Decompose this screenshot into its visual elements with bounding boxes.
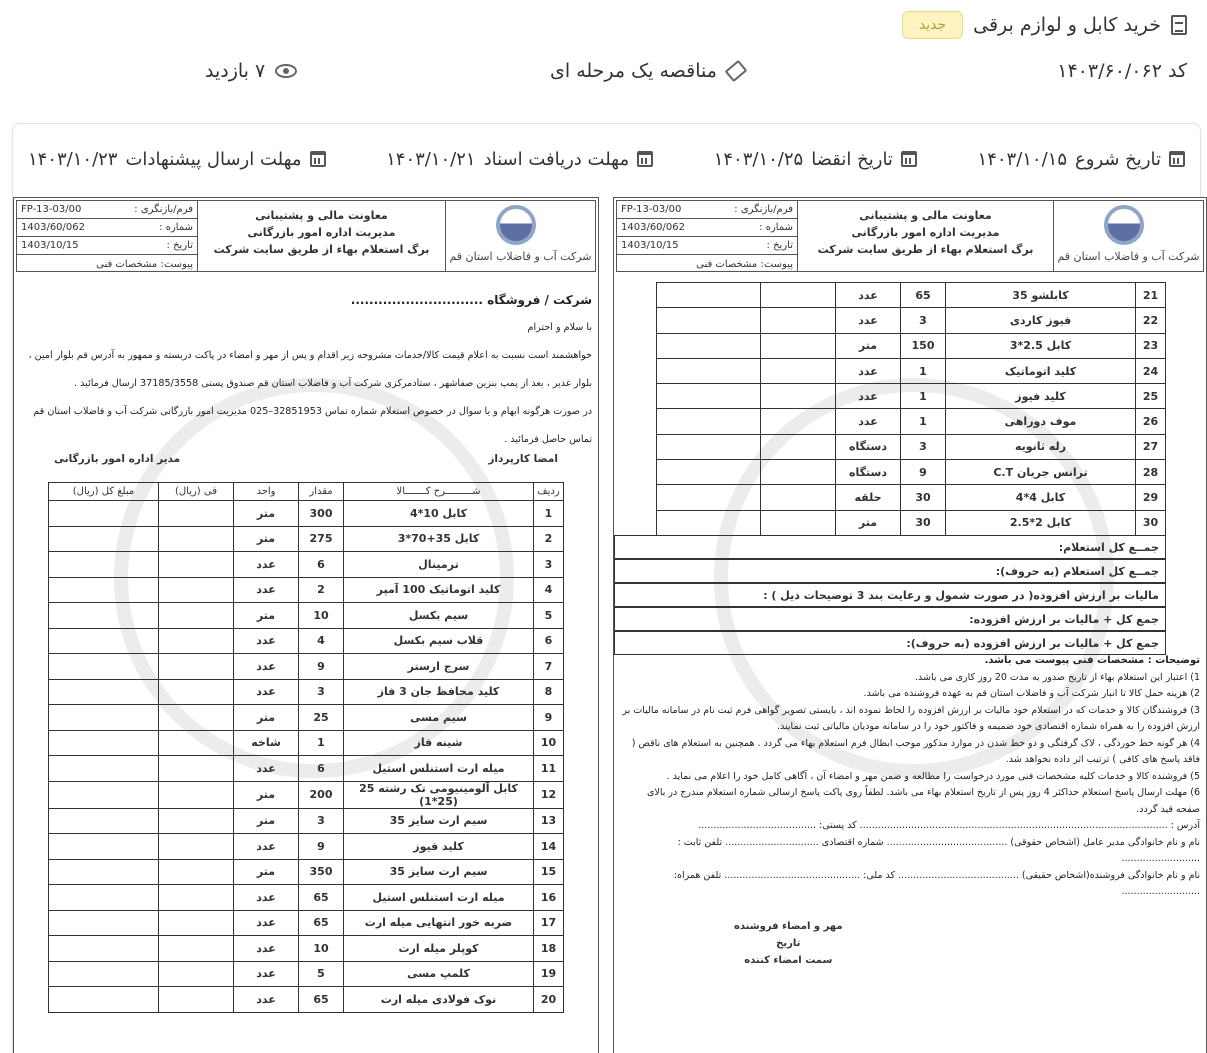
item-unit: عدد	[234, 654, 299, 680]
item-name: کابلشو 35	[946, 283, 1136, 308]
date-start: تاریخ شروع ۱۴۰۳/۱۰/۱۵	[978, 139, 1185, 179]
item-unit: عدد	[836, 409, 901, 434]
item-price	[159, 577, 234, 603]
new-badge: جدید	[902, 11, 963, 39]
item-qty: 2	[299, 577, 344, 603]
item-price	[159, 654, 234, 680]
company-logo: شرکت آب و فاضلاب استان قم	[445, 201, 595, 271]
item-price	[159, 808, 234, 834]
item-unit: عدد	[234, 885, 299, 911]
item-price	[761, 384, 836, 409]
page-title: خرید کابل و لوازم برقی	[973, 14, 1161, 36]
item-name: کلمپ مسی	[344, 961, 534, 987]
item-total	[657, 434, 761, 459]
column-header: مقدار	[299, 483, 344, 501]
item-total	[657, 308, 761, 333]
item-qty: 300	[299, 501, 344, 527]
row-number: 30	[1136, 510, 1166, 535]
table-row	[49, 756, 564, 782]
item-name: شینه فاز	[344, 730, 534, 756]
item-unit: عدد	[234, 834, 299, 860]
item-unit: عدد	[234, 628, 299, 654]
item-price	[761, 510, 836, 535]
item-price	[159, 526, 234, 552]
table-row	[49, 628, 564, 654]
table-row	[657, 510, 1166, 535]
item-qty: 1	[299, 730, 344, 756]
item-qty: 4	[299, 628, 344, 654]
item-total	[657, 510, 761, 535]
item-price	[159, 501, 234, 527]
row-number: 28	[1136, 460, 1166, 485]
item-qty: 1	[901, 384, 946, 409]
item-qty: 350	[299, 859, 344, 885]
row-number: 13	[534, 808, 564, 834]
item-qty: 9	[299, 654, 344, 680]
item-name: نوک فولادی میله ارت	[344, 987, 534, 1013]
item-price	[159, 961, 234, 987]
item-total	[49, 756, 159, 782]
row-number: 3	[534, 552, 564, 578]
column-header: مبلغ کل (ریال)	[49, 483, 159, 501]
item-qty: 1	[901, 358, 946, 383]
item-price	[159, 987, 234, 1013]
item-total	[657, 384, 761, 409]
item-unit: متر	[234, 705, 299, 731]
item-qty: 9	[299, 834, 344, 860]
item-name: ترانس جریان C.T	[946, 460, 1136, 485]
item-unit: عدد	[836, 308, 901, 333]
table-row	[49, 654, 564, 680]
seller-signature: مهر و امضاء فروشنده تاریخ سمت امضاء کننده	[734, 921, 843, 966]
row-number: 27	[1136, 434, 1166, 459]
table-row	[657, 485, 1166, 510]
item-price	[159, 910, 234, 936]
item-total	[49, 679, 159, 705]
item-total	[49, 603, 159, 629]
item-unit: عدد	[234, 552, 299, 578]
table-row	[657, 283, 1166, 308]
table-row	[49, 730, 564, 756]
row-number: 19	[534, 961, 564, 987]
item-qty: 30	[901, 485, 946, 510]
row-number: 2	[534, 526, 564, 552]
table-row	[49, 781, 564, 808]
item-qty: 65	[901, 283, 946, 308]
item-name: میله ارت استنلس استیل	[344, 885, 534, 911]
item-total	[49, 654, 159, 680]
item-qty: 3	[901, 434, 946, 459]
row-number: 11	[534, 756, 564, 782]
row-number: 16	[534, 885, 564, 911]
company-logo: شرکت آب و فاضلاب استان قم	[1053, 201, 1203, 271]
item-qty: 3	[299, 679, 344, 705]
item-unit: عدد	[836, 358, 901, 383]
row-number: 1	[534, 501, 564, 527]
row-number: 29	[1136, 485, 1166, 510]
item-name: کابل 10*4	[344, 501, 534, 527]
item-total	[49, 987, 159, 1013]
item-qty: 6	[299, 756, 344, 782]
eye-icon	[275, 64, 297, 78]
document-page-1[interactable]	[13, 197, 599, 1053]
item-total	[49, 936, 159, 962]
item-qty: 10	[299, 936, 344, 962]
table-row	[657, 358, 1166, 383]
item-total	[49, 552, 159, 578]
table-row	[657, 434, 1166, 459]
item-price	[159, 552, 234, 578]
item-unit: دستگاه	[836, 434, 901, 459]
row-number: 26	[1136, 409, 1166, 434]
item-qty: 275	[299, 526, 344, 552]
item-name: کابل 4*4	[946, 485, 1136, 510]
table-row	[49, 834, 564, 860]
item-name: کلید فیوز	[344, 834, 534, 860]
item-name: ترمینال	[344, 552, 534, 578]
item-total	[49, 859, 159, 885]
item-unit: متر	[234, 603, 299, 629]
table-row	[657, 308, 1166, 333]
item-total	[49, 781, 159, 808]
item-name: کابل آلومینیومی تک رشته 25 (25*1)	[344, 781, 534, 808]
item-name: ضربه خور انتهایی میله ارت	[344, 910, 534, 936]
dates-row	[13, 139, 1200, 179]
item-qty: 9	[901, 460, 946, 485]
row-number: 20	[534, 987, 564, 1013]
item-total	[49, 808, 159, 834]
item-unit: متر	[234, 808, 299, 834]
item-unit: متر	[234, 859, 299, 885]
row-number: 24	[1136, 358, 1166, 383]
table-row	[49, 885, 564, 911]
item-price	[761, 485, 836, 510]
item-name: میله ارت استنلس استیل	[344, 756, 534, 782]
item-unit: دستگاه	[836, 460, 901, 485]
date-expire: تاریخ انقضا ۱۴۰۳/۱۰/۲۵	[714, 139, 917, 179]
row-number: 18	[534, 936, 564, 962]
item-price	[159, 885, 234, 911]
view-count: ۷ بازدید	[205, 60, 297, 82]
calendar-icon	[901, 151, 917, 167]
item-price	[761, 308, 836, 333]
total-row: جمع کل + مالیات بر ارزش افزوده (به حروف):	[614, 631, 1166, 655]
row-number: 9	[534, 705, 564, 731]
calendar-icon	[637, 151, 653, 167]
item-name: کلید اتوماتیک	[946, 358, 1136, 383]
item-qty: 1	[901, 409, 946, 434]
table-row	[49, 577, 564, 603]
item-unit: متر	[836, 333, 901, 358]
item-unit: حلقه	[836, 485, 901, 510]
item-price	[159, 936, 234, 962]
item-name: موف دوراهی	[946, 409, 1136, 434]
item-unit: عدد	[234, 577, 299, 603]
item-unit: عدد	[234, 679, 299, 705]
table-row	[49, 987, 564, 1013]
row-number: 15	[534, 859, 564, 885]
item-qty: 65	[299, 885, 344, 911]
document-icon	[1171, 15, 1187, 35]
item-unit: عدد	[234, 910, 299, 936]
document-page-2[interactable]	[613, 197, 1207, 1053]
table-row	[49, 936, 564, 962]
item-unit: عدد	[234, 987, 299, 1013]
doc-header: شرکت آب و فاضلاب استان قم معاونت مالی و پشتیبانی مدیریت اداره امور بازرگانی برگ استعلام بهاء از طریق سایت شرکت فرم/بازنگری : FP-13-03/00 شماره : 1403/60/062 تاریخ : 1403/10/15 پیوست: مشخصات فنی	[16, 200, 596, 272]
item-name: سیم بکسل	[344, 603, 534, 629]
item-name: کلید اتوماتیک 100 آمپر	[344, 577, 534, 603]
title-row	[902, 10, 1187, 40]
row-number: 17	[534, 910, 564, 936]
item-price	[159, 705, 234, 731]
item-unit: عدد	[234, 961, 299, 987]
total-row: جمــع کل استعلام (به حروف):	[614, 559, 1166, 583]
row-number: 25	[1136, 384, 1166, 409]
item-unit: عدد	[234, 936, 299, 962]
item-price	[159, 834, 234, 860]
table-row	[657, 460, 1166, 485]
items-table-1	[48, 482, 564, 1013]
total-row: جمع کل + مالیات بر ارزش افزوده:	[614, 607, 1166, 631]
table-row	[49, 910, 564, 936]
notes: توضیحات : مشخصات فنی پیوست می باشد. 1) اعتبار این استعلام بهاء از تاریخ صدور به مدت 20 روز کاری می باشد. 2) هزینه حمل کالا تا انبار شرکت آب و فاضلاب استان قم به عهده فروشنده می باشد. 3) فروشندگان کالا و خدمات که در استعلام خود مالیات بر ارزش افزوده را لحاظ نموده اند ، بایستی تصویر گواهی فرم ثبت نام در سامانه مالیات بر ارزش افزوده را به همراه شماره اقتصادی خود ضمیمه و فاکتور خود را در سامانه مودیان مالیاتی ثبت نمایند. 4) هر گونه خط خوردگی ، لاک گرفتگی و دو خط شدن در موارد مذکور موجب ابطال فرم استعلام بهاء می گردد . همچنین به استعلام های ناقص ( فاقد پاسخ های کافی ) ترتیب اثر داده نخواهد شد. 5) فروشنده کالا و خدمات کلیه مشخصات فنی مورد درخواست را مطالعه و ضمن مهر و امضاء آن ، آگاهی کامل خود را اعلام می نماید . 6) مهلت ارسال پاسخ استعلام حداکثر 4 روز پس از تاریخ استعلام بهاء می باشد. لطفاً روی پاکت پاسخ ارسالی شماره استعلام مندرج در بالای صفحه قید گردد. آدرس : ...................................................................................................... کد پستی: ....................................... نام و نام خانوادگی مدیر عامل (اشخاص حقوقی) ........................................ شماره اقتصادی ............................... تلفن ثابت : .......................... نام و نام خانوادگی فروشنده(اشخاص حقیقی) ........................................ کد ملی: ............................................. تلفن همراه: ..........................	[622, 655, 1200, 897]
table-row	[49, 526, 564, 552]
row-number: 23	[1136, 333, 1166, 358]
table-row	[49, 552, 564, 578]
item-unit: متر	[836, 510, 901, 535]
table-row	[49, 679, 564, 705]
table-row	[657, 409, 1166, 434]
item-unit: عدد	[836, 384, 901, 409]
item-total	[49, 730, 159, 756]
item-qty: 6	[299, 552, 344, 578]
column-header: شـــــــــرح کـــــــالا	[344, 483, 534, 501]
items-table-2	[656, 282, 1166, 536]
doc-header: شرکت آب و فاضلاب استان قم معاونت مالی و پشتیبانی مدیریت اداره امور بازرگانی برگ استعلام بهاء از طریق سایت شرکت فرم/بازنگری : FP-13-03/00 شماره : 1403/60/062 تاریخ : 1403/10/15 پیوست: مشخصات فنی	[616, 200, 1204, 272]
table-row	[49, 501, 564, 527]
item-qty: 25	[299, 705, 344, 731]
item-unit: عدد	[836, 283, 901, 308]
calendar-icon	[310, 151, 326, 167]
table-row	[49, 808, 564, 834]
date-docs: مهلت دریافت اسناد ۱۴۰۳/۱۰/۲۱	[386, 139, 653, 179]
signature-labels: امضا کارپرداز مدیر اداره امور بازرگانی	[54, 453, 558, 465]
row-number: 7	[534, 654, 564, 680]
row-number: 14	[534, 834, 564, 860]
item-total	[49, 834, 159, 860]
item-qty: 3	[299, 808, 344, 834]
item-price	[159, 781, 234, 808]
row-number: 6	[534, 628, 564, 654]
item-unit: شاخه	[234, 730, 299, 756]
item-unit: متر	[234, 501, 299, 527]
table-row	[49, 859, 564, 885]
total-row: جمــع کل استعلام:	[614, 535, 1166, 559]
table-row	[49, 961, 564, 987]
date-offers: مهلت ارسال پیشنهادات ۱۴۰۳/۱۰/۲۳	[28, 139, 326, 179]
row-number: 12	[534, 781, 564, 808]
item-unit: عدد	[234, 756, 299, 782]
item-price	[159, 603, 234, 629]
doc-meta: فرم/بازنگری : FP-13-03/00 شماره : 1403/60/062 تاریخ : 1403/10/15 پیوست: مشخصات فنی	[17, 201, 197, 271]
item-total	[657, 460, 761, 485]
item-total	[49, 961, 159, 987]
tender-card	[12, 123, 1201, 1053]
item-name: سیم مسی	[344, 705, 534, 731]
item-price	[159, 756, 234, 782]
item-price	[159, 679, 234, 705]
item-price	[761, 283, 836, 308]
item-price	[761, 333, 836, 358]
doc-meta: فرم/بازنگری : FP-13-03/00 شماره : 1403/60/062 تاریخ : 1403/10/15 پیوست: مشخصات فنی	[617, 201, 797, 271]
item-name: کابل 2.5*3	[946, 333, 1136, 358]
item-price	[761, 434, 836, 459]
column-header: فی (ریال)	[159, 483, 234, 501]
item-qty: 65	[299, 910, 344, 936]
row-number: 22	[1136, 308, 1166, 333]
column-header: ردیف	[534, 483, 564, 501]
item-name: کلید محافظ جان 3 فاز	[344, 679, 534, 705]
item-name: کوپلر میله ارت	[344, 936, 534, 962]
item-total	[657, 283, 761, 308]
item-unit: متر	[234, 781, 299, 808]
item-total	[657, 333, 761, 358]
item-name: رله ثانویه	[946, 434, 1136, 459]
item-name: سیم ارت سایز 35	[344, 808, 534, 834]
item-price	[159, 859, 234, 885]
tender-type: مناقصه یک مرحله ای	[550, 60, 745, 82]
item-name: قلاب سیم بکسل	[344, 628, 534, 654]
table-row	[657, 384, 1166, 409]
tender-code: کد ۱۴۰۳/۶۰/۰۶۲	[1057, 60, 1187, 82]
item-total	[49, 705, 159, 731]
column-header: واحد	[234, 483, 299, 501]
item-qty: 150	[901, 333, 946, 358]
item-name: سیم ارت سایز 35	[344, 859, 534, 885]
item-name: کابل 35+70*3	[344, 526, 534, 552]
item-total	[657, 358, 761, 383]
item-total	[657, 485, 761, 510]
item-price	[761, 409, 836, 434]
table-row	[49, 705, 564, 731]
item-unit: متر	[234, 526, 299, 552]
table-row	[49, 603, 564, 629]
item-total	[49, 910, 159, 936]
item-total	[49, 628, 159, 654]
item-total	[657, 409, 761, 434]
item-qty: 10	[299, 603, 344, 629]
item-qty: 5	[299, 961, 344, 987]
item-name: کابل 2*2.5	[946, 510, 1136, 535]
item-name: سرج ارستر	[344, 654, 534, 680]
item-price	[761, 358, 836, 383]
calendar-icon	[1169, 151, 1185, 167]
item-name: کلید فیوز	[946, 384, 1136, 409]
row-number: 5	[534, 603, 564, 629]
item-qty: 3	[901, 308, 946, 333]
top-bar	[0, 0, 1207, 110]
item-total	[49, 526, 159, 552]
item-price	[159, 730, 234, 756]
row-number: 8	[534, 679, 564, 705]
row-number: 10	[534, 730, 564, 756]
item-total	[49, 577, 159, 603]
item-total	[49, 501, 159, 527]
table-row	[657, 333, 1166, 358]
item-name: فیوز کاردی	[946, 308, 1136, 333]
item-total	[49, 885, 159, 911]
item-qty: 65	[299, 987, 344, 1013]
item-price	[761, 460, 836, 485]
item-qty: 30	[901, 510, 946, 535]
tag-icon	[724, 60, 747, 82]
letter-intro: شرکت / فروشگاه ............................. با سلام و احترام خواهشمند است نسبت به اعلام قیمت کالا/خدمات مشروحه زیر اقدام و پس از مهر و امضاء در پاکت دربسته و ممهور به آدرس قم بلوار امین ، بلوار غدیر ، بعد از پمپ بنزین صفاشهر ، ستادمرکزی شرکت آب و فاضلاب استان قم صندوق پستی 37185/3558 ارسال فرمائید . در صورت هرگونه ابهام و یا سوال در خصوص استعلام شماره تماس 32851953–025 مدیریت امور بازرگانی شرکت آب و فاضلاب استان قم تماس حاصل فرمائید .	[28, 293, 592, 445]
item-price	[159, 628, 234, 654]
total-row: مالیات بر ارزش افزوده( در صورت شمول و رعایت بند 3 توضیحات ذیل ) :	[614, 583, 1166, 607]
item-qty: 200	[299, 781, 344, 808]
row-number: 4	[534, 577, 564, 603]
row-number: 21	[1136, 283, 1166, 308]
